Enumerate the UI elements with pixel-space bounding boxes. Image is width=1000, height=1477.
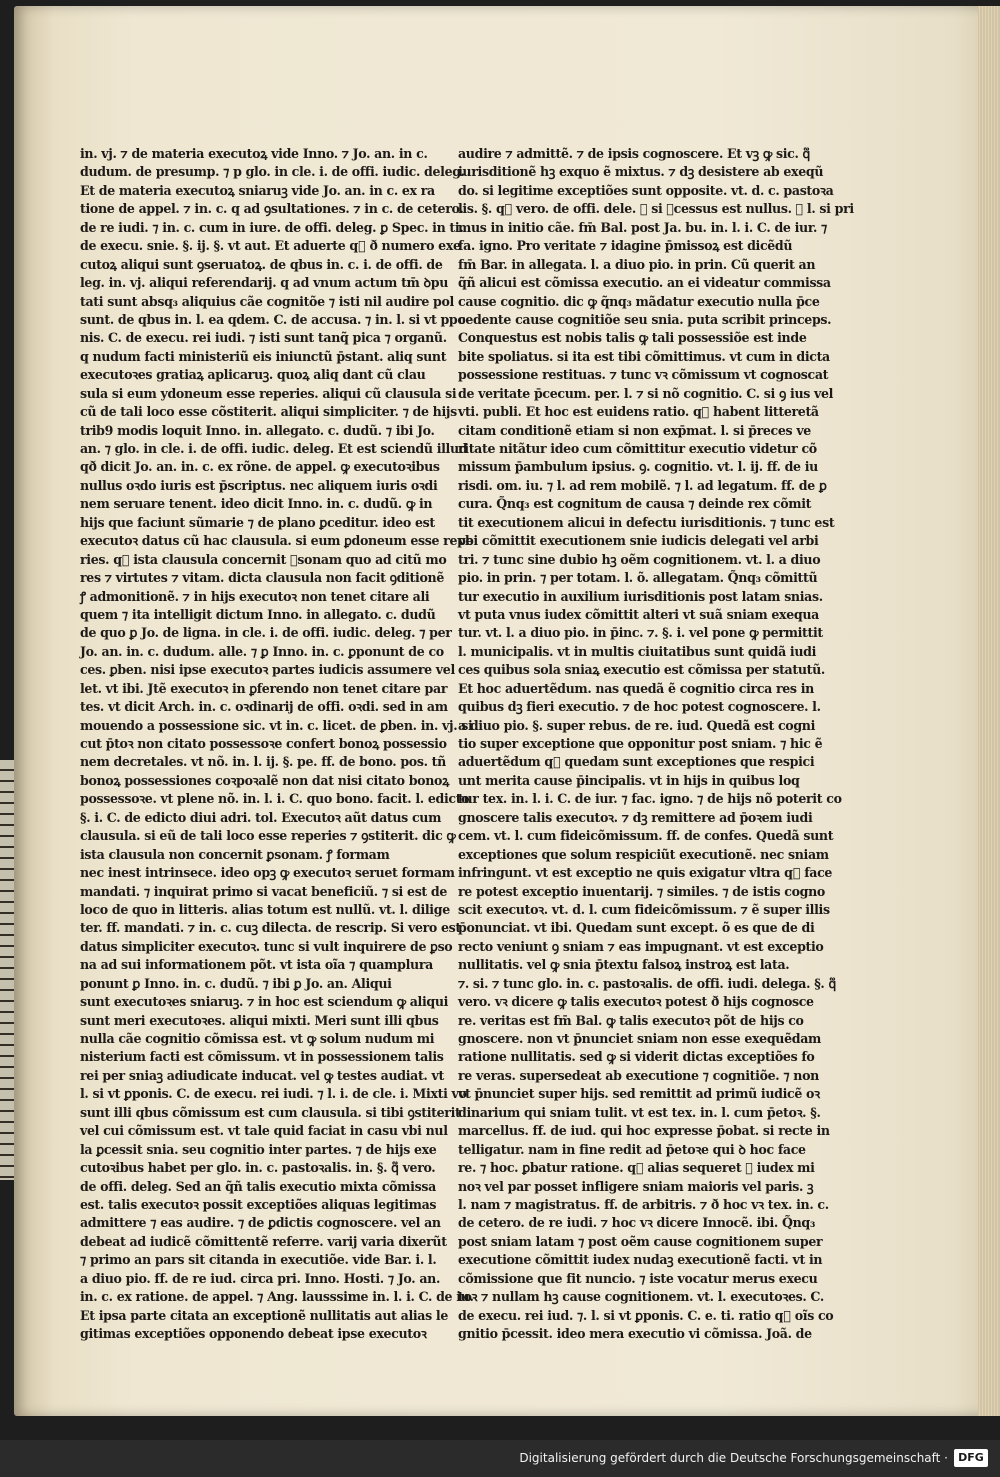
text-line: cutoꝛibus habet per glo. in. c. pastoꝛalis. in. §. q᷑ vero. [80,1160,436,1176]
text-line: missum p̄ambulum ipsius. ꝯ. cognitio. vt. l. ij. ff. de iu [458,459,818,475]
text-line: noꝛ vel par posset infligere sniam maioris vel paris. ꝫ [458,1178,814,1194]
text-line: tur. vt. l. a diuo pio. in p̄inc. ⁊. §. i. vel pone ꝙ permittit [458,625,823,641]
text-line: nem seruare tenent. ideo dicit Inno. in. c. dudũ. ꝙ in [80,496,433,512]
previous-page-strip [0,760,14,1180]
text-line: vti. publi. Et hoc est euidens ratio. q᷑ habent litteretã [458,404,819,420]
text-line: ⁊. si. ⁊ tunc glo. in. c. pastoꝛalis. de offi. iudi. delega. §. q᷑ [458,975,836,991]
text-line: nis. C. de execu. rei iudi. ⁊ isti sunt tanq̃ pica ⁊ organũ. [80,330,447,346]
text-line: executoꝛ datus cũ hac clausula. si eum ꝑdoneum esse repe [80,533,474,549]
text-line: §. i. C. de edicto diui adri. tol. Executoꝛ aũt datus cum [80,809,442,825]
text-line: dinarium qui sniam tulit. vt est tex. in. l. cum p̄etoꝛ. §. [458,1104,821,1120]
text-line: gnitio p̄cessit. ideo mera executio vi cõmissa. Joã. de [458,1326,812,1341]
text-line: l. municipalis. vt in multis ciuitatibus sunt quidã iudi [458,643,817,659]
text-column-right [458,145,854,1343]
text-line: possessione restituas. ⁊ tunc vꝛ cõmissum vt cognoscat [458,367,829,383]
text-line: nisterium facti est cõmissum. vt in possessionem talis [80,1049,444,1065]
text-line: fa. igno. Pro veritate ⁊ idagine p̄missoꝝ est dicẽdũ [458,238,793,254]
text-line: executione cõmittit iudex nudaꝫ executionẽ facti. vt in [458,1252,823,1268]
text-line: exceptiones que solum respiciũt executionẽ. nec sniam [458,846,829,862]
text-line: qð dicit Jo. an. in. c. ex rõne. de appel. ꝙ executoꝛibus [80,459,440,475]
text-line: admittere ⁊ eas audire. ⁊ de ꝑdictis cognoscere. vel an [80,1215,441,1231]
text-line: ces quibus sola sniaꝝ executio est cõmissa per statutũ. [458,662,825,678]
text-line: trib9 modis loquit Inno. in. allegato. c. dudũ. ⁊ ibi Jo. [80,422,435,438]
text-line: res ⁊ virtutes ⁊ vitam. dicta clausula non facit ꝯditionẽ [80,570,444,586]
text-line: possessoꝛe. vt plene nõ. in. l. i. C. quo bono. facit. l. edicto [80,791,470,807]
text-line: do. si legitime exceptiões sunt opposite. vt. d. c. pastoꝛa [458,182,834,198]
text-line: aduertẽdum q᷑ quedam sunt exceptiones que respici [458,754,815,770]
page-edges [978,6,1000,1416]
text-line: tit executionem alicui in defectu iurisditionis. ⁊ tunc est [458,514,835,530]
text-column-left [80,145,474,1343]
text-line: cut p̄toꝛ non citato possessoꝛe confert bonoꝝ possessio [80,736,447,751]
footer-bar [0,1440,1000,1477]
text-line: pio. in prin. ⁊ per totam. l. õ. allegatam. Q̃nq₃ cõmittũ [458,570,818,586]
text-line: re potest exceptio inuentarij. ⁊ similes. ⁊ de istis cogno [458,883,825,899]
text-line: a diuo pio. §. super rebus. de re. iud. Quedã est cogni [458,717,816,733]
text-line: executoꝛes gratiaꝝ aplicaruꝫ. quoꝝ aliq dant cũ clau [80,367,426,383]
text-line: tione de appel. ⁊ in. c. q ad ꝯsultationes. ⁊ in c. de cetero. [80,201,464,217]
text-line: nec inest intrinsece. ideo opꝫ ꝙ executoꝛ seruet formam [80,865,455,881]
text-line: q nudum facti ministeriũ eis iniunctũ p̄stant. aliq sunt [80,348,447,364]
text-line: bite spoliatus. si ita est tibi cõmittimus. vt cum in dicta [458,348,830,364]
text-line: l. nam ⁊ magistratus. ff. de arbitris. ⁊ ð hoc vꝛ tex. in. c. [458,1196,829,1212]
text-line: risdi. om. iu. ⁊ l. ad rem mobilẽ. ⁊ l. ad legatum. ff. de ꝑ [458,477,827,493]
text-line: audire ⁊ admittẽ. ⁊ de ipsis cognoscere. Et vꝫ ꝙ sic. q᷑ [458,146,810,161]
text-line: loco de quo in litteris. alias totum est nullũ. vt. l. dilige [80,901,450,917]
text-line: nem decretales. vt nõ. in. l. ij. §. pe. ff. de bono. pos. tñ [80,754,446,770]
text-line: fm̄ Bar. in allegata. l. a diuo pio. in prin. Cũ querit an [458,256,816,272]
text-line: p̄onunciat. vt ibi. Quedam sunt except. õ es que de di [458,920,815,936]
text-line: mus in initio cãe. fm̄ Bal. post Ja. bu. in. l. i. C. de iur. ⁊ [458,219,827,235]
text-line: re. veritas est fm̄ Bal. ꝙ talis executoꝛ põt de hijs co [458,1012,804,1028]
text-line: ratione nullitatis. sed ꝙ si viderit dictas exceptiões fo [458,1049,815,1065]
text-line: de quo ꝑ Jo. de ligna. in cle. i. de offi. iudic. deleg. ⁊ per [80,625,452,641]
text-line: sunt meri executoꝛes. aliqui mixti. Meri sunt illi qbus [80,1012,439,1028]
text-line: mouendo a possessione sic. vt in. c. licet. de ꝑben. in. vj. si [80,717,473,733]
text-line: recto veniunt ꝯ sniam ⁊ eas impugnant. vt est exceptio [458,938,824,954]
text-line: lis. §. q᷑ vero. de offi. dele. ⁊ si ꝑcessus est nullus. ꝑ l. si pri [458,201,854,217]
text-line: vt p̄nunciet super hijs. sed remittit ad primũ iudicẽ oꝛ [458,1086,820,1102]
text-line: dudum. de presump. ⁊ p glo. in cle. i. de offi. iudic. deleg. [80,164,465,180]
text-line: clausula. si eũ de tali loco esse reperies ⁊ ꝯstiterit. dic ꝙ [80,828,456,844]
text-line: debeat ad iudicẽ cõmittentẽ referre. varij varia dixerũt [80,1233,447,1249]
text-line: tes. vt dicit Arch. in. c. oꝛdinarij de offi. oꝛdi. sed in am [80,699,448,715]
text-line: de veritate p̄cecum. per. l. ⁊ si nõ cognitio. C. si ꝯ ius vel [458,385,834,401]
text-line: Et ipsa parte citata an exceptionẽ nullitatis aut alias le [80,1307,448,1323]
text-line: an. ⁊ glo. in cle. i. de offi. iudic. deleg. Et est sciendũ illud [80,441,468,456]
text-line: Et hoc aduertẽdum. nas quedã ẽ cognitio circa res in [458,680,814,696]
text-line: in. c. ex ratione. de appel. ⁊ Ang. lausssime in. l. i. C. de iu. [80,1289,474,1305]
text-line: de execu. snie. §. ij. §. vt aut. Et aduerte q᷑ ð numero exe [80,238,461,254]
text-line: tati sunt absq₃ aliquius cãe cognitõe ⁊ isti nil audire pol [80,293,454,309]
text-line: tio super exceptione que opponitur post sniam. ⁊ hic ẽ [458,736,823,751]
text-line: nullitatis. vel ꝙ snia p̄textu falsoꝝ instroꝝ est lata. [458,957,790,973]
text-line: a diuo pio. ff. de re iud. circa pri. Inno. Hosti. ⁊ Jo. an. [80,1270,440,1286]
text-line: cem. vt. l. cum fideicõmissum. ff. de confes. Quedã sunt [458,828,834,844]
text-line: ter. ff. mandati. ⁊ in. c. cuꝫ dilecta. de rescrip. Si vero est [80,920,461,936]
dfg-logo: DFG [954,1449,988,1467]
text-line: nulla cãe cognitio cõmissa est. vt ꝙ solum nudum mi [80,1031,435,1046]
text-line: de re iudi. ⁊ in. c. cum in iure. de offi. deleg. ꝑ Spec. in ti. [80,219,464,235]
text-line: quem ⁊ ita intelligit dictum Inno. in allegato. c. dudũ [80,606,436,622]
text-line: ponunt ꝑ Inno. in. c. dudũ. ⁊ ibi ꝑ Jo. an. Aliqui [80,975,392,991]
text-line: sunt illi qbus cõmissum est cum clausula. si tibi ꝯstiterit [80,1104,461,1120]
text-line: sula si eum ydoneum esse reperies. aliqui cũ clausula si [80,385,457,401]
text-line: bonoꝝ possessiones coꝛpoꝛalẽ non dat nisi citato bonoꝝ [80,772,450,788]
text-line: gnoscere. non vt p̄nunciet sniam non esse exequẽdam [458,1031,821,1046]
text-line: de offi. deleg. Sed an q̃ñ talis executio mixta cõmissa [80,1178,436,1194]
text-line: cura. Q̃nq₃ est cognitum de causa ⁊ deinde rex cõmit [458,496,812,512]
text-line: cedente cause cognitiõe seu snia. puta scribit princeps. [458,311,832,327]
text-line: ries. q᷑ ista clausula concernit ꝑsonam quo ad citũ mo [80,551,447,567]
text-line: cũ de tali loco esse cõstiterit. aliqui simpliciter. ⁊ de hijs [80,404,457,420]
text-line: telligatur. nam in fine redit ad p̄etoꝛe qui ꝺ hoc face [458,1141,806,1157]
text-line: de execu. rei iud. ⁊. l. si vt ꝑponis. C. e. ti. ratio q᷑ oĩs co [458,1307,834,1323]
text-line: mandati. ⁊ inquirat primo si vacat beneficiũ. ⁊ si est de [80,883,448,899]
text-line: datus simpliciter executoꝛ. tunc si vult inquirere de ꝑso [80,938,453,954]
text-line: Et de materia executoꝝ sniaruꝫ vide Jo. an. in c. ex ra [80,182,435,198]
text-line: ces. ꝑben. nisi ipse executoꝛ partes iudicis assumere vel [80,662,455,678]
text-line: post sniam latam ⁊ post oẽm cause cognitionem super [458,1233,823,1249]
text-line: vt puta vnus iudex cõmittit alteri vt suã sniam exequa [458,606,819,622]
text-line: gnoscere talis executoꝛ. ⁊ dꝫ remittere ad p̄oꝛem iudi [458,809,813,825]
text-line: cause cognitio. dic ꝙ q̃nq₃ mãdatur executio nulla p̄ce [458,293,820,309]
text-line: sunt. de qbus in. l. ea qdem. C. de accusa. ⁊ in. l. si vt ppo [80,311,466,327]
text-line: infringunt. vt est exceptio ne quis exigatur vltra q᷑ face [458,865,833,881]
text-line: na ad sui informationem põt. vt ista oĩa ⁊ quamplura [80,957,433,973]
text-line: ista clausula non concernit ꝑsonam. ꝭ formam [80,846,390,862]
text-line: let. vt ibi. Jtẽ executoꝛ in ꝑferendo non tenet citare par [80,680,448,696]
text-line: ritate nitãtur ideo cum cõmittitur executio videtur cõ [458,441,817,456]
text-line: in. vj. ⁊ de materia executoꝝ vide Inno. ⁊ Jo. an. in c. [80,146,428,161]
text-line: tur executio in auxilium iurisditionis post latam snias. [458,588,823,604]
text-line: gitimas exceptiões opponendo debeat ipse executoꝛ [80,1326,427,1341]
text-line: rei per sniaꝫ adiudicate inducat. vel ꝙ testes audiat. vt [80,1067,444,1083]
text-line: marcellus. ff. de iud. qui hoc expresse p̄obat. si recte in [458,1123,830,1139]
text-line: hijs que faciunt sũmarie ⁊ de plano ꝑceditur. ideo est [80,514,435,530]
text-line: scit executoꝛ. vt. d. l. cum fideicõmissum. ⁊ ẽ super illis [458,901,830,917]
text-line: tur tex. in. l. i. C. de iur. ⁊ fac. igno. ⁊ de hijs nõ poterit co [458,791,842,807]
text-line: de cetero. de re iudi. ⁊ hoc vꝛ dicere Innocẽ. ibi. Q̃nq₃ [458,1215,816,1231]
text-line: sunt executoꝛes sniaruꝫ. ⁊ in hoc est sciendum ꝙ aliqui [80,994,449,1010]
text-line: nullus oꝛdo iuris est p̄scriptus. nec aliquem iuris oꝛdi [80,477,438,493]
text-line: tri. ⁊ tunc sine dubio hꝫ oẽm cognitionem. vt. l. a diuo [458,551,821,567]
text-line: unt merita cause p̄incipalis. vt in hijs in quibus loq [458,772,800,788]
text-line: ꝭ admonitionẽ. ⁊ in hijs executoꝛ non tenet citare ali [80,588,430,604]
text-line: Conquestus est nobis talis ꝙ tali possessiõe est inde [458,330,807,346]
text-line: re veras. supersedeat ab executione ⁊ cognitiõe. ⁊ non [458,1067,819,1083]
text-line: toꝛ ⁊ nullam hꝫ cause cognitionem. vt. l. executoꝛes. C. [458,1289,824,1305]
text-line: Jo. an. in. c. dudum. alle. ⁊ ꝑ Inno. in. c. ꝑponunt de co [80,643,444,659]
text-line: cõmissione que fit nuncio. ⁊ iste vocatur merus execu [458,1270,818,1286]
text-line: vel cui cõmissum est. vt tale quid faciat in casu vbi nul [80,1123,448,1139]
text-line: est. talis executoꝛ possit exceptiões aliquas legitimas [80,1196,437,1212]
text-line: vero. vꝛ dicere ꝙ talis executoꝛ potest ð hijs cognosce [458,994,814,1010]
text-line: cutoꝝ aliqui sunt ꝯseruatoꝝ. de qbus in. c. i. de offi. de [80,256,443,272]
text-line: la ꝑcessit snia. seu cognitio inter partes. ⁊ de hijs exe [80,1141,437,1157]
text-line: citam conditionẽ etiam si non exp̄mat. l. si p̄reces ve [458,422,811,438]
text-line: l. si vt ꝑponis. C. de execu. rei iudi. ⁊ l. i. de cle. i. Mixti vo [80,1086,467,1102]
text-line: vbi cõmittit executionem snie iudicis delegati vel arbi [458,533,819,549]
text-line: leg. in. vj. aliqui referendarij. q ad vnum actum tm̄ ꝺpu [80,275,449,291]
text-line: iurisditionẽ hꝫ exquo ẽ mixtus. ⁊ dꝫ desistere ab exeqũ [458,164,824,180]
text-line: ⁊ primo an pars sit citanda in executiõe. vide Bar. i. l. [80,1252,437,1268]
funding-credit: Digitalisierung gefördert durch die Deutsche Forschungsgemeinschaft · [519,1451,948,1465]
text-line: quibus dꝫ fieri executio. ⁊ de hoc potest cognoscere. l. [458,699,821,715]
text-line: re. ⁊ hoc. ꝑbatur ratione. q᷑ alias sequeret ꝙ iudex mi [458,1160,815,1176]
text-line: q̃ñ alicui est cõmissa executio. an ei videatur commissa [458,275,831,291]
